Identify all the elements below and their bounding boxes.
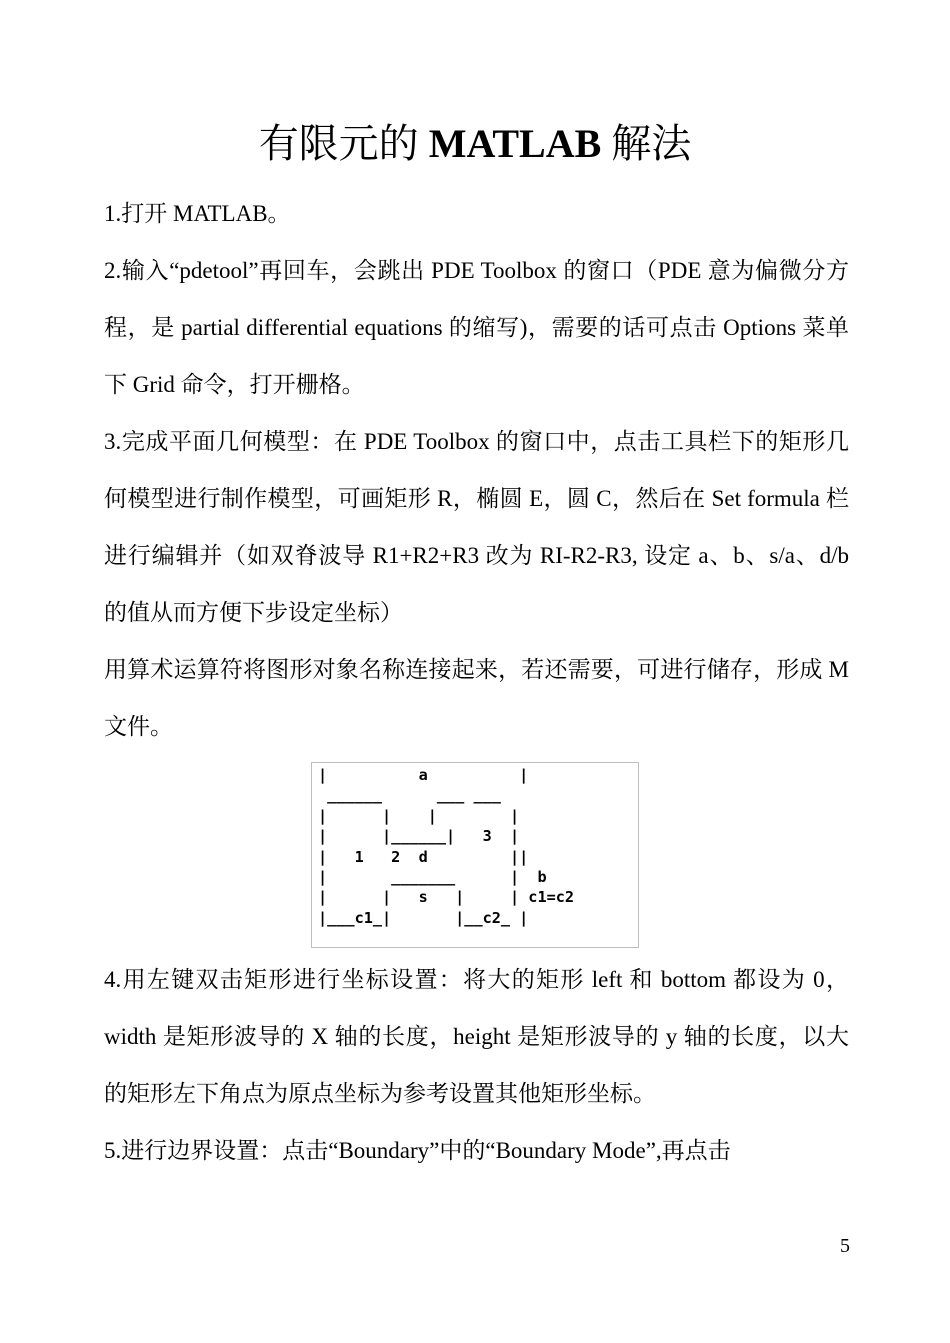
figure-line: | a | xyxy=(318,766,529,784)
waveguide-geometry-figure xyxy=(311,762,639,948)
body-section-bottom xyxy=(104,951,849,1179)
title-prefix: 有限元的 xyxy=(258,121,429,166)
page-title xyxy=(0,116,950,172)
title-bold: MATLAB xyxy=(428,121,602,166)
paragraph-step-3: 3.完成平面几何模型：在 PDE Toolbox 的窗口中，点击工具栏下的矩形几何模型进行制作模型，可画矩形 R，椭圆 E，圆 C，然后在 Set formula 栏进行编辑并（如双脊波导 R1+R2+R3 改为 RI-R2-R3, 设定 a、b、s/a、d/b 的值从而方便下步设定坐标） xyxy=(104,429,849,625)
figure-line: ______ ___ ___ xyxy=(318,786,501,805)
figure-line: |___c1_| |__c2_ | xyxy=(318,908,529,927)
figure-ascii-diagram xyxy=(318,765,574,928)
figure-line: | | s | | c1=c2 xyxy=(318,888,575,907)
paragraph-step-1: 1.打开 MATLAB。 xyxy=(104,201,291,226)
title-suffix: 解法 xyxy=(601,121,692,166)
figure-line: | _______ | b xyxy=(318,868,547,887)
paragraph-step-3-note: 用算术运算符将图形对象名称连接起来，若还需要，可进行储存，形成 M 文件。 xyxy=(104,657,849,739)
page-number: 5 xyxy=(840,1235,850,1257)
body-section-top xyxy=(104,185,849,755)
figure-line: | | | | xyxy=(318,806,520,825)
figure-line: | |______| 3 | xyxy=(318,827,520,846)
paragraph-step-2: 2.输入“pdetool”再回车，会跳出 PDE Toolbox 的窗口（PDE 意为偏微分方程，是 partial differential equations 的缩写)，需要的话可点击 Options 菜单下 Grid 命令，打开栅格。 xyxy=(104,258,849,397)
paragraph-step-4: 4.用左键双击矩形进行坐标设置：将大的矩形 left 和 bottom 都设为 0，width 是矩形波导的 X 轴的长度，height 是矩形波导的 y 轴的长度，以大的矩形左下角点为原点坐标为参考设置其他矩形坐标。 xyxy=(104,967,849,1106)
paragraph-step-5: 5.进行边界设置：点击“Boundary”中的“Boundary Mode”,再点击 xyxy=(104,1138,731,1163)
figure-line: | 1 2 d || xyxy=(318,847,529,866)
